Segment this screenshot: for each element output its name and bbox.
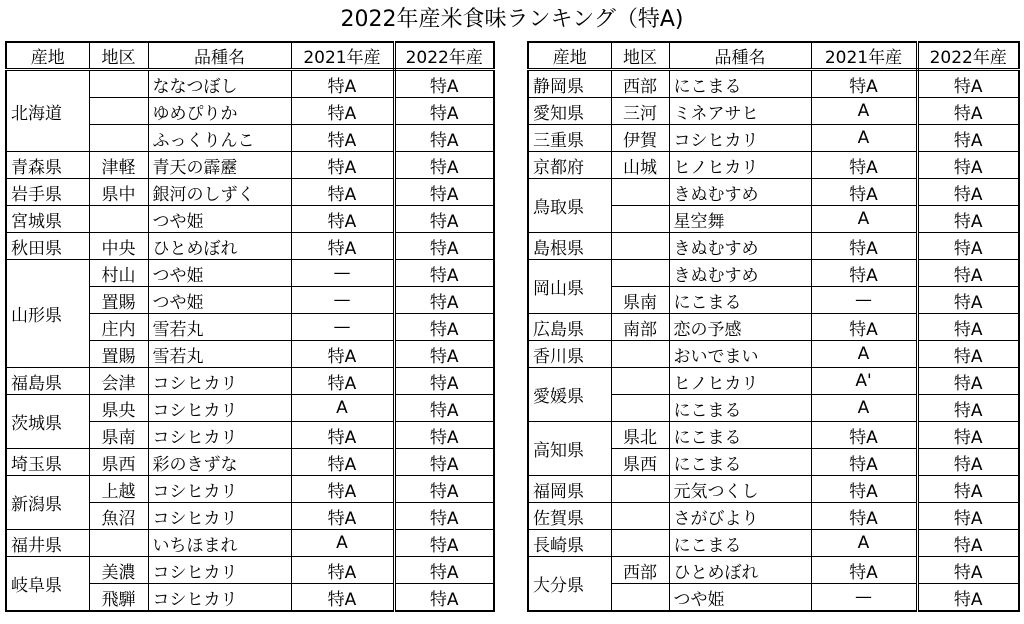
cell-variety: 雪若丸	[148, 341, 291, 368]
table-row	[6, 179, 494, 206]
cell-district	[611, 476, 669, 503]
cell-y2022: 特A	[917, 260, 1019, 287]
cell-origin: 京都府	[528, 152, 611, 179]
cell-y2022: 特A	[394, 70, 494, 98]
cell-y2022: 特A	[394, 395, 494, 422]
table-row	[6, 152, 494, 179]
cell-y2021: 特A	[811, 557, 917, 584]
table-row	[6, 449, 494, 476]
cell-origin: 鳥取県	[528, 179, 611, 233]
cell-variety: 彩のきずな	[148, 449, 291, 476]
cell-variety: 銀河のしずく	[148, 179, 291, 206]
table-row	[528, 530, 1019, 557]
cell-variety: 元気つくし	[669, 476, 811, 503]
cell-district	[611, 179, 669, 206]
cell-y2021: 特A	[291, 341, 394, 368]
cell-y2022: 特A	[917, 395, 1019, 422]
cell-variety: コシヒカリ	[669, 125, 811, 152]
cell-variety: にこまる	[669, 422, 811, 449]
cell-variety: コシヒカリ	[148, 584, 291, 612]
cell-y2022: 特A	[917, 368, 1019, 395]
table-header-row	[6, 42, 494, 70]
cell-origin: 北海道	[6, 70, 89, 152]
cell-district: 津軽	[89, 152, 148, 179]
cell-y2021: 特A	[291, 233, 394, 260]
cell-y2022: 特A	[394, 287, 494, 314]
cell-y2022: 特A	[917, 503, 1019, 530]
cell-variety: 雪若丸	[148, 314, 291, 341]
cell-variety: きぬむすめ	[669, 179, 811, 206]
cell-variety: きぬむすめ	[669, 233, 811, 260]
cell-district: 上越	[89, 476, 148, 503]
cell-y2021: 特A	[291, 476, 394, 503]
cell-y2022: 特A	[917, 341, 1019, 368]
table-row	[6, 233, 494, 260]
table-row	[528, 557, 1019, 584]
header-district: 地区	[89, 42, 148, 70]
cell-district: 県北	[611, 422, 669, 449]
header-variety: 品種名	[148, 42, 291, 70]
cell-origin: 高知県	[528, 422, 611, 476]
cell-origin: 新潟県	[6, 476, 89, 530]
cell-y2021: 特A	[291, 449, 394, 476]
cell-variety: 恋の予感	[669, 314, 811, 341]
cell-variety: ミネアサヒ	[669, 98, 811, 125]
table-row	[528, 70, 1019, 98]
cell-origin: 佐賀県	[528, 503, 611, 530]
cell-origin: 愛知県	[528, 98, 611, 125]
cell-district: 山城	[611, 152, 669, 179]
table-row	[528, 260, 1019, 287]
cell-y2021: —	[291, 287, 394, 314]
cell-variety: ヒノヒカリ	[669, 368, 811, 395]
cell-variety: つや姫	[148, 206, 291, 233]
cell-y2021: A	[811, 341, 917, 368]
cell-district: 伊賀	[611, 125, 669, 152]
cell-y2021: —	[291, 314, 394, 341]
cell-y2022: 特A	[394, 125, 494, 152]
cell-variety: いちほまれ	[148, 530, 291, 557]
table-row	[528, 233, 1019, 260]
cell-y2022: 特A	[394, 476, 494, 503]
cell-variety: おいでまい	[669, 341, 811, 368]
cell-district: 南部	[611, 314, 669, 341]
cell-variety: コシヒカリ	[148, 368, 291, 395]
table-row	[528, 368, 1019, 395]
cell-district	[89, 206, 148, 233]
cell-y2021: 特A	[291, 422, 394, 449]
cell-district: 西部	[611, 70, 669, 98]
cell-y2022: 特A	[394, 152, 494, 179]
cell-y2022: 特A	[917, 206, 1019, 233]
cell-district: 美濃	[89, 557, 148, 584]
cell-district: 魚沼	[89, 503, 148, 530]
cell-y2022: 特A	[917, 557, 1019, 584]
cell-y2021: 特A	[291, 179, 394, 206]
cell-district: 県中	[89, 179, 148, 206]
cell-variety: きぬむすめ	[669, 260, 811, 287]
cell-origin: 青森県	[6, 152, 89, 179]
table-row	[6, 206, 494, 233]
cell-y2022: 特A	[394, 260, 494, 287]
cell-y2021: —	[291, 260, 394, 287]
table-row	[6, 70, 494, 98]
header-origin: 産地	[6, 42, 89, 70]
cell-y2021: —	[811, 584, 917, 612]
cell-district	[611, 395, 669, 422]
cell-y2021: 特A	[811, 476, 917, 503]
cell-y2022: 特A	[917, 152, 1019, 179]
cell-y2022: 特A	[394, 530, 494, 557]
cell-district: 村山	[89, 260, 148, 287]
cell-y2021: 特A	[811, 422, 917, 449]
cell-y2021: 特A	[811, 179, 917, 206]
cell-origin: 茨城県	[6, 395, 89, 449]
cell-variety: 星空舞	[669, 206, 811, 233]
cell-variety: つや姫	[148, 287, 291, 314]
cell-y2021: A	[811, 530, 917, 557]
cell-y2022: 特A	[394, 557, 494, 584]
cell-variety: コシヒカリ	[148, 395, 291, 422]
cell-origin: 岐阜県	[6, 557, 89, 612]
cell-y2021: A	[291, 530, 394, 557]
table-row	[528, 422, 1019, 449]
table-row	[528, 98, 1019, 125]
cell-variety: つや姫	[148, 260, 291, 287]
cell-variety: さがびより	[669, 503, 811, 530]
cell-district: 県西	[611, 449, 669, 476]
cell-variety: にこまる	[669, 530, 811, 557]
cell-district: 飛騨	[89, 584, 148, 612]
table-row	[528, 503, 1019, 530]
table-row	[528, 314, 1019, 341]
cell-district	[89, 125, 148, 152]
cell-variety: コシヒカリ	[148, 557, 291, 584]
cell-y2022: 特A	[394, 584, 494, 612]
cell-y2021: A	[811, 395, 917, 422]
cell-y2022: 特A	[917, 287, 1019, 314]
cell-district: 西部	[611, 557, 669, 584]
cell-district	[611, 368, 669, 395]
page-title: 2022年産米食味ランキング（特A)	[340, 7, 684, 32]
cell-variety: コシヒカリ	[148, 422, 291, 449]
cell-y2021: A	[811, 98, 917, 125]
table-row	[528, 179, 1019, 206]
cell-district	[611, 260, 669, 287]
cell-y2022: 特A	[394, 449, 494, 476]
table-header-row	[528, 42, 1019, 70]
cell-y2022: 特A	[394, 368, 494, 395]
cell-y2021: 特A	[811, 503, 917, 530]
cell-origin: 島根県	[528, 233, 611, 260]
cell-district	[89, 70, 148, 98]
cell-district: 県西	[89, 449, 148, 476]
cell-y2021: A'	[811, 368, 917, 395]
cell-variety: 青天の霹靂	[148, 152, 291, 179]
cell-district	[89, 530, 148, 557]
cell-y2021: 特A	[291, 584, 394, 612]
table-row	[6, 260, 494, 287]
header-2021: 2021年産	[291, 42, 394, 70]
cell-origin: 宮城県	[6, 206, 89, 233]
cell-variety: にこまる	[669, 395, 811, 422]
cell-y2021: 特A	[291, 152, 394, 179]
cell-y2022: 特A	[917, 70, 1019, 98]
cell-y2021: A	[291, 395, 394, 422]
header-district: 地区	[611, 42, 669, 70]
cell-origin: 愛媛県	[528, 368, 611, 422]
cell-y2021: 特A	[811, 449, 917, 476]
cell-y2022: 特A	[394, 206, 494, 233]
cell-y2021: 特A	[291, 125, 394, 152]
cell-origin: 長崎県	[528, 530, 611, 557]
header-2022: 2022年産	[917, 42, 1019, 70]
cell-y2021: 特A	[811, 70, 917, 98]
cell-variety: ヒノヒカリ	[669, 152, 811, 179]
cell-district	[611, 206, 669, 233]
table-row	[6, 368, 494, 395]
cell-y2021: A	[811, 206, 917, 233]
cell-y2022: 特A	[394, 503, 494, 530]
cell-variety: ひとめぼれ	[669, 557, 811, 584]
cell-district: 県央	[89, 395, 148, 422]
cell-variety: ふっくりんこ	[148, 125, 291, 152]
cell-y2022: 特A	[917, 233, 1019, 260]
cell-y2022: 特A	[917, 530, 1019, 557]
cell-district: 置賜	[89, 341, 148, 368]
cell-y2021: 特A	[291, 98, 394, 125]
cell-variety: ゆめぴりか	[148, 98, 291, 125]
cell-y2022: 特A	[917, 449, 1019, 476]
cell-variety: にこまる	[669, 449, 811, 476]
cell-y2021: —	[811, 287, 917, 314]
cell-origin: 福岡県	[528, 476, 611, 503]
cell-origin: 広島県	[528, 314, 611, 341]
cell-variety: にこまる	[669, 287, 811, 314]
cell-y2022: 特A	[394, 179, 494, 206]
cell-y2021: A	[811, 125, 917, 152]
cell-origin: 福島県	[6, 368, 89, 395]
cell-district: 中央	[89, 233, 148, 260]
cell-y2021: 特A	[811, 152, 917, 179]
cell-variety: ななつぼし	[148, 70, 291, 98]
cell-y2022: 特A	[917, 314, 1019, 341]
cell-y2021: 特A	[291, 368, 394, 395]
cell-variety: つや姫	[669, 584, 811, 612]
cell-origin: 大分県	[528, 557, 611, 612]
cell-district: 県南	[89, 422, 148, 449]
cell-y2022: 特A	[917, 179, 1019, 206]
cell-district	[611, 503, 669, 530]
cell-district	[611, 530, 669, 557]
cell-origin: 埼玉県	[6, 449, 89, 476]
cell-y2021: 特A	[291, 557, 394, 584]
cell-district: 会津	[89, 368, 148, 395]
cell-y2022: 特A	[394, 98, 494, 125]
cell-district	[611, 233, 669, 260]
table-row	[6, 395, 494, 422]
cell-variety: ひとめぼれ	[148, 233, 291, 260]
cell-y2022: 特A	[917, 98, 1019, 125]
cell-y2021: 特A	[291, 206, 394, 233]
table-row	[528, 152, 1019, 179]
cell-district	[89, 98, 148, 125]
cell-y2022: 特A	[917, 422, 1019, 449]
cell-y2021: 特A	[811, 260, 917, 287]
cell-origin: 三重県	[528, 125, 611, 152]
cell-origin: 静岡県	[528, 70, 611, 98]
cell-variety: コシヒカリ	[148, 476, 291, 503]
cell-origin: 香川県	[528, 341, 611, 368]
cell-district	[611, 584, 669, 612]
cell-y2022: 特A	[394, 341, 494, 368]
cell-y2022: 特A	[917, 125, 1019, 152]
table-row	[528, 125, 1019, 152]
ranking-table-right	[527, 41, 1020, 612]
cell-origin: 秋田県	[6, 233, 89, 260]
table-row	[6, 476, 494, 503]
cell-origin: 福井県	[6, 530, 89, 557]
header-2021: 2021年産	[811, 42, 917, 70]
table-row	[528, 341, 1019, 368]
cell-origin: 山形県	[6, 260, 89, 368]
cell-origin: 岩手県	[6, 179, 89, 206]
cell-variety: にこまる	[669, 70, 811, 98]
cell-y2022: 特A	[917, 476, 1019, 503]
table-row	[6, 530, 494, 557]
cell-y2022: 特A	[394, 422, 494, 449]
cell-district: 県南	[611, 287, 669, 314]
ranking-table-left	[5, 41, 495, 612]
cell-district	[611, 341, 669, 368]
cell-variety: コシヒカリ	[148, 503, 291, 530]
cell-y2022: 特A	[917, 584, 1019, 612]
table-row	[528, 476, 1019, 503]
cell-y2021: 特A	[291, 70, 394, 98]
cell-district: 置賜	[89, 287, 148, 314]
cell-origin: 岡山県	[528, 260, 611, 314]
cell-district: 三河	[611, 98, 669, 125]
cell-y2021: 特A	[811, 314, 917, 341]
cell-y2022: 特A	[394, 233, 494, 260]
cell-y2021: 特A	[291, 503, 394, 530]
header-origin: 産地	[528, 42, 611, 70]
cell-district: 庄内	[89, 314, 148, 341]
table-row	[6, 557, 494, 584]
cell-y2022: 特A	[394, 314, 494, 341]
header-2022: 2022年産	[394, 42, 494, 70]
header-variety: 品種名	[669, 42, 811, 70]
cell-y2021: 特A	[811, 233, 917, 260]
